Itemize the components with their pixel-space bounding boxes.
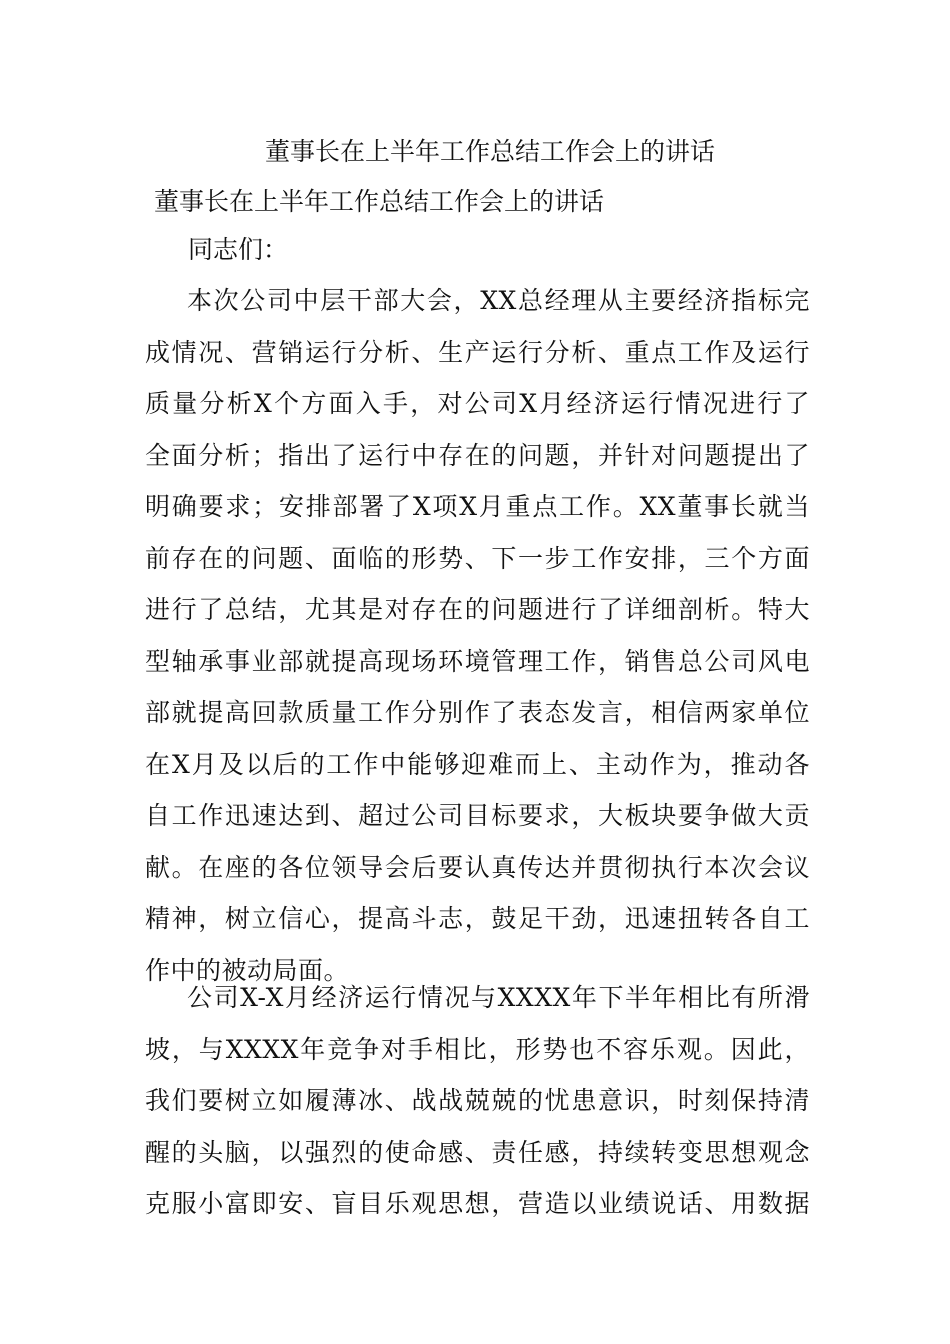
text-line: 明确要求；安排部署了X项X月重点工作。XX董事长就当 bbox=[145, 492, 810, 521]
text-line: 全面分析；指出了运行中存在的问题，并针对问题提出了 bbox=[145, 440, 810, 470]
text-line: 克服小富即安、盲目乐观思想，营造以业绩说话、用数据 bbox=[145, 1189, 810, 1218]
text-line: 本次公司中层干部大会，XX总经理从主要经济指标完 bbox=[187, 286, 810, 315]
text-line: 醒的头脑，以强烈的使命感、责任感，持续转变思想观念 bbox=[145, 1137, 810, 1167]
salutation: 同志们： bbox=[188, 235, 289, 264]
text-line: 我们要树立如履薄冰、战战兢兢的忧患意识，时刻保持清 bbox=[145, 1086, 810, 1115]
text-line: 公司X-X月经济运行情况与XXXX年下半年相比有所滑 bbox=[187, 983, 810, 1012]
text-line: 在X月及以后的工作中能够迎难而上、主动作为，推动各 bbox=[145, 749, 810, 779]
text-line: 质量分析X个方面入手，对公司X月经济运行情况进行了 bbox=[145, 389, 810, 418]
document-title: 董事长在上半年工作总结工作会上的讲话 bbox=[264, 137, 715, 166]
text-line: 前存在的问题、面临的形势、下一步工作安排，三个方面 bbox=[145, 543, 810, 573]
text-line: 进行了总结，尤其是对存在的问题进行了详细剖析。特大 bbox=[145, 595, 810, 624]
paragraph-2 bbox=[145, 972, 810, 1230]
text-line: 坡，与XXXX年竞争对手相比，形势也不容乐观。因此， bbox=[145, 1034, 810, 1064]
text-line: 成情况、营销运行分析、生产运行分析、重点工作及运行 bbox=[145, 337, 810, 367]
text-line: 献。在座的各位领导会后要认真传达并贯彻执行本次会议 bbox=[145, 852, 810, 882]
paragraph-1 bbox=[145, 275, 810, 996]
text-line: 自工作迅速达到、超过公司目标要求，大板块要争做大贡 bbox=[145, 801, 810, 830]
document-subtitle: 董事长在上半年工作总结工作会上的讲话 bbox=[154, 187, 605, 216]
text-line: 型轴承事业部就提高现场环境管理工作，销售总公司风电 bbox=[145, 646, 810, 676]
text-line: 作中的被动局面。 bbox=[145, 955, 350, 985]
text-line: 精神，树立信心，提高斗志，鼓足干劲，迅速扭转各自工 bbox=[145, 904, 810, 933]
text-line: 部就提高回款质量工作分别作了表态发言，相信两家单位 bbox=[145, 698, 810, 727]
